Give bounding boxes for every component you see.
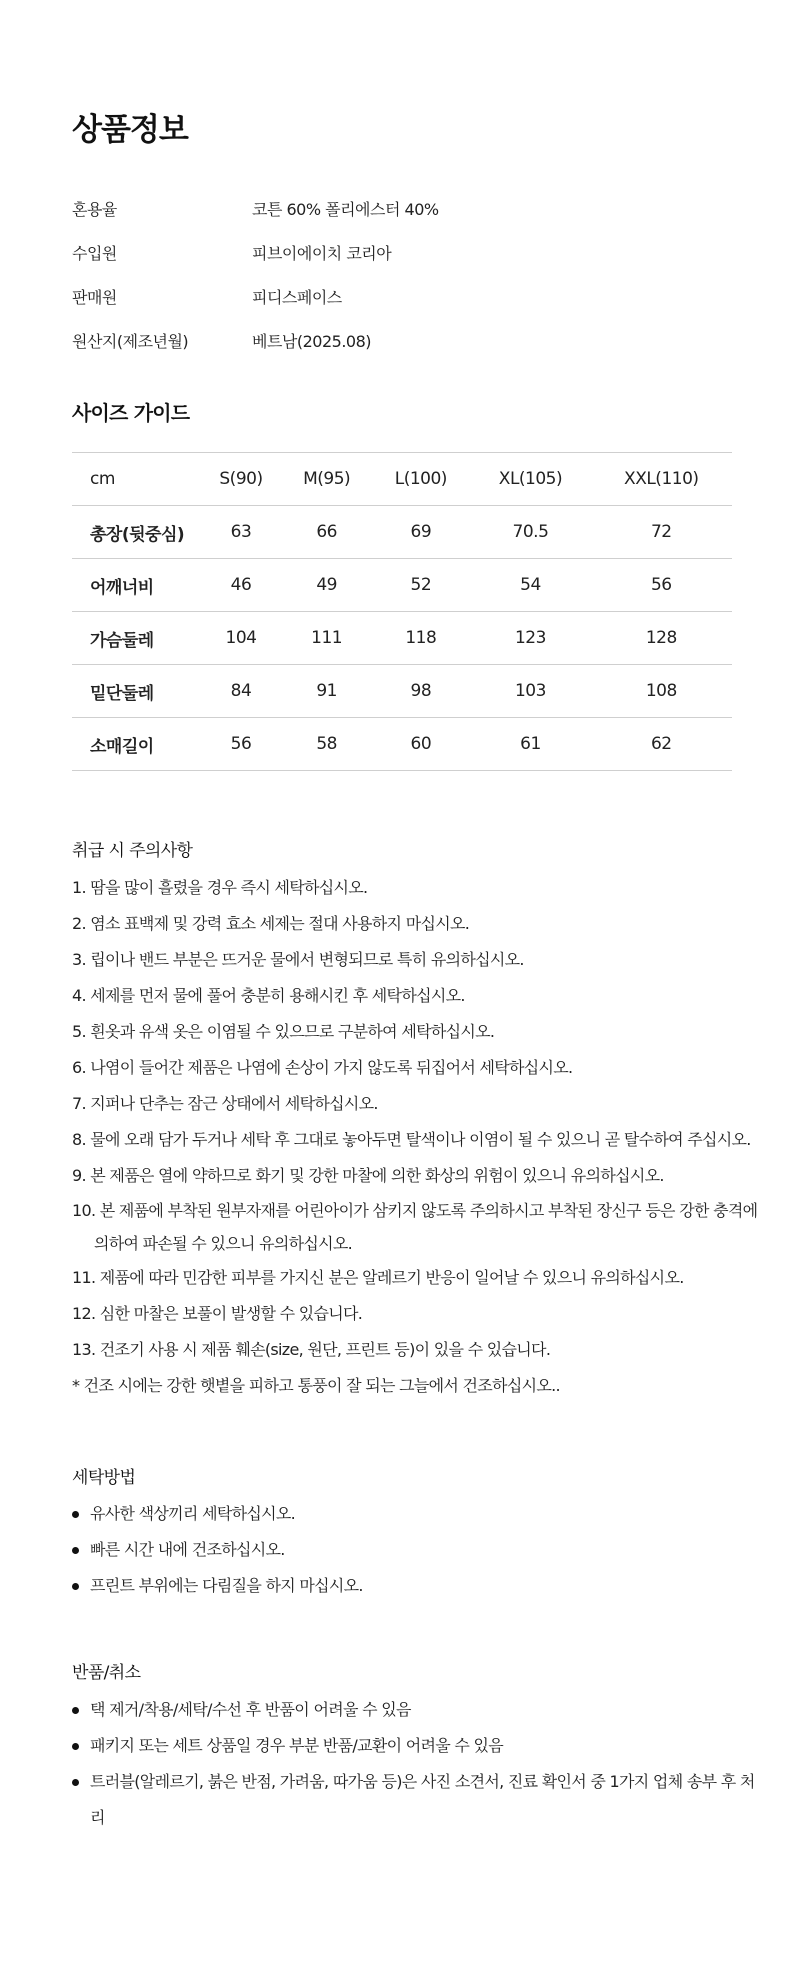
- bullet-icon: [72, 1707, 79, 1714]
- table-row: [72, 506, 732, 559]
- washing-list: [72, 1496, 762, 1604]
- row-label: 어깨너비: [72, 559, 200, 612]
- table-cell: 69: [371, 506, 470, 559]
- bullet-icon: [72, 1779, 79, 1786]
- size-guide-title: 사이즈 가이드: [72, 401, 190, 425]
- list-item-text: 택 제거/착용/세탁/수선 후 반품이 어려울 수 있음: [90, 1700, 411, 1719]
- table-row: [72, 665, 732, 718]
- list-item: [72, 1728, 762, 1764]
- table-cell: 62: [591, 718, 732, 771]
- table-row: [72, 559, 732, 612]
- list-item: 3. 립이나 밴드 부분은 뜨거운 물에서 변형되므로 특히 유의하십시오.: [72, 950, 524, 969]
- table-cell: 54: [470, 559, 590, 612]
- info-label: 판매원: [72, 287, 117, 307]
- table-cell: 63: [200, 506, 282, 559]
- returns-title: 반품/취소: [72, 1663, 141, 1683]
- info-label: 혼용율: [72, 199, 117, 219]
- info-row-material: [72, 186, 732, 230]
- list-item: 10. 본 제품에 부착된 원부자재를 어린아이가 삼키지 않도록 주의하시고 부착된 장신구 등은 강한 충격에 의하여 파손될 수 있으니 유의하십시오.: [72, 1201, 758, 1253]
- list-item: 1. 땀을 많이 흘렸을 경우 즉시 세탁하십시오.: [72, 878, 368, 897]
- row-label: 총장(뒷중심): [72, 506, 200, 559]
- row-label: 가슴둘레: [72, 612, 200, 665]
- list-item: 7. 지퍼나 단추는 잠근 상태에서 세탁하십시오.: [72, 1094, 378, 1113]
- page-title: 상품정보: [72, 112, 188, 148]
- table-cell: 118: [371, 612, 470, 665]
- list-item-text: 프린트 부위에는 다림질을 하지 마십시오.: [90, 1576, 363, 1595]
- unit-header: cm: [72, 453, 200, 506]
- table-cell: 103: [470, 665, 590, 718]
- table-cell: 58: [282, 718, 371, 771]
- table-cell: 128: [591, 612, 732, 665]
- size-table-header: [72, 453, 732, 506]
- table-cell: 70.5: [470, 506, 590, 559]
- info-label: 원산지(제조년월): [72, 331, 189, 351]
- list-item: * 건조 시에는 강한 햇볕을 피하고 통풍이 잘 되는 그늘에서 건조하십시오..: [72, 1376, 560, 1395]
- info-label: 수입원: [72, 243, 117, 263]
- table-cell: 84: [200, 665, 282, 718]
- list-item: 11. 제품에 따라 민감한 피부를 가지신 분은 알레르기 반응이 일어날 수 있으니 유의하십시오.: [72, 1268, 684, 1287]
- size-header: XXL(110): [591, 453, 732, 506]
- table-cell: 49: [282, 559, 371, 612]
- list-item-text: 트러블(알레르기, 붉은 반점, 가려움, 따가움 등)은 사진 소견서, 진료 확인서 중 1가지 업체 송부 후 처리: [90, 1772, 755, 1827]
- info-value: 피브이에이치 코리아: [252, 243, 392, 263]
- list-item: [72, 1764, 762, 1836]
- table-cell: 72: [591, 506, 732, 559]
- table-cell: 123: [470, 612, 590, 665]
- list-item: 5. 흰옷과 유색 옷은 이염될 수 있으므로 구분하여 세탁하십시오.: [72, 1022, 495, 1041]
- list-item: 2. 염소 표백제 및 강력 효소 세제는 절대 사용하지 마십시오.: [72, 914, 470, 933]
- bullet-icon: [72, 1743, 79, 1750]
- table-cell: 56: [200, 718, 282, 771]
- product-info-list: [72, 186, 732, 362]
- list-item-text: 유사한 색상끼리 세탁하십시오.: [90, 1504, 295, 1523]
- table-cell: 52: [371, 559, 470, 612]
- list-item: [72, 1692, 762, 1728]
- list-item: [72, 1496, 762, 1532]
- washing-title: 세탁방법: [72, 1468, 136, 1488]
- table-cell: 98: [371, 665, 470, 718]
- table-cell: 56: [591, 559, 732, 612]
- table-cell: 66: [282, 506, 371, 559]
- info-row-seller: [72, 274, 732, 318]
- list-item: [72, 1532, 762, 1568]
- table-row: [72, 612, 732, 665]
- list-item: 6. 나염이 들어간 제품은 나염에 손상이 가지 않도록 뒤집어서 세탁하십시오.: [72, 1058, 573, 1077]
- info-value: 코튼 60% 폴리에스터 40%: [252, 199, 439, 219]
- list-item: 13. 건조기 사용 시 제품 훼손(size, 원단, 프린트 등)이 있을 수 있습니다.: [72, 1340, 551, 1359]
- list-item: 9. 본 제품은 열에 약하므로 화기 및 강한 마찰에 의한 화상의 위험이 있으니 유의하십시오.: [72, 1166, 664, 1185]
- info-row-importer: [72, 230, 732, 274]
- list-item: 4. 세제를 먼저 물에 풀어 충분히 용해시킨 후 세탁하십시오.: [72, 986, 465, 1005]
- table-cell: 104: [200, 612, 282, 665]
- list-item-text: 패키지 또는 세트 상품일 경우 부분 반품/교환이 어려울 수 있음: [90, 1736, 504, 1755]
- row-label: 소매길이: [72, 718, 200, 771]
- info-value: 피디스페이스: [252, 287, 342, 307]
- care-title: 취급 시 주의사항: [72, 841, 193, 861]
- table-cell: 91: [282, 665, 371, 718]
- table-cell: 111: [282, 612, 371, 665]
- info-value: 베트남(2025.08): [252, 331, 372, 351]
- list-item: [72, 1568, 762, 1604]
- size-table: [72, 452, 732, 771]
- size-header: L(100): [371, 453, 470, 506]
- row-label: 밑단둘레: [72, 665, 200, 718]
- table-cell: 108: [591, 665, 732, 718]
- table-cell: 46: [200, 559, 282, 612]
- bullet-icon: [72, 1511, 79, 1518]
- bullet-icon: [72, 1547, 79, 1554]
- table-cell: 61: [470, 718, 590, 771]
- list-item: 8. 물에 오래 담가 두거나 세탁 후 그대로 놓아두면 탈색이나 이염이 될 수 있으니 곧 탈수하여 주십시오.: [72, 1130, 751, 1149]
- table-cell: 60: [371, 718, 470, 771]
- size-header: XL(105): [470, 453, 590, 506]
- bullet-icon: [72, 1583, 79, 1590]
- list-item-text: 빠른 시간 내에 건조하십시오.: [90, 1540, 285, 1559]
- table-row: [72, 718, 732, 771]
- list-item: 12. 심한 마찰은 보풀이 발생할 수 있습니다.: [72, 1304, 363, 1323]
- size-header: M(95): [282, 453, 371, 506]
- info-row-origin: [72, 318, 732, 362]
- care-list: [72, 870, 772, 1404]
- returns-list: [72, 1692, 762, 1836]
- size-header: S(90): [200, 453, 282, 506]
